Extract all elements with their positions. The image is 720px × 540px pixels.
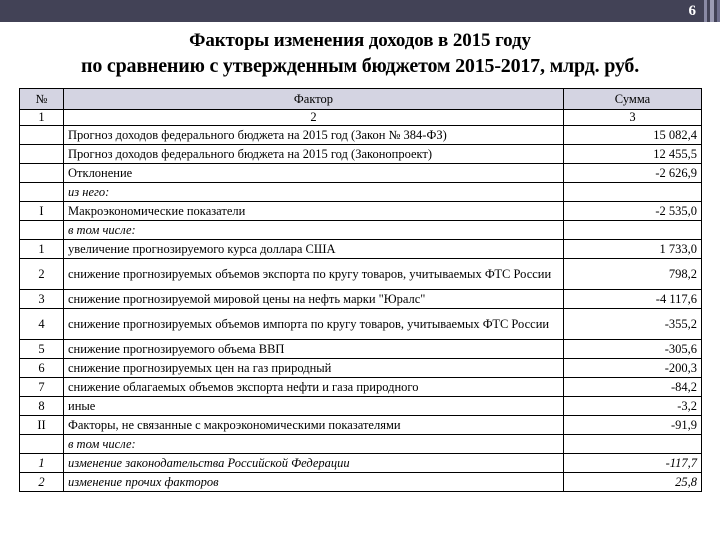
- row-factor-cell: в том числе:: [64, 435, 564, 454]
- row-sum-cell: [564, 221, 702, 240]
- table-row: [20, 126, 702, 145]
- page-title-line-2: по сравнению с утвержденным бюджетом 2015-2017, млрд. руб.: [81, 55, 639, 77]
- table-row: [20, 359, 702, 378]
- row-sum-cell: -200,3: [564, 359, 702, 378]
- table-row: [20, 259, 702, 290]
- column-header-sum: Сумма: [564, 89, 702, 110]
- row-sum-cell: 15 082,4: [564, 126, 702, 145]
- row-factor-cell: Отклонение: [64, 164, 564, 183]
- row-factor-cell: из него:: [64, 183, 564, 202]
- row-number-cell: 7: [20, 378, 64, 397]
- row-sum-cell: -3,2: [564, 397, 702, 416]
- row-number-cell: II: [20, 416, 64, 435]
- row-factor-cell: увеличение прогнозируемого курса доллара США: [64, 240, 564, 259]
- table-row: [20, 435, 702, 454]
- row-factor-cell: Прогноз доходов федерального бюджета на 2015 год (Законопроект): [64, 145, 564, 164]
- factors-table-body: [20, 89, 702, 492]
- table-row: [20, 183, 702, 202]
- table-row: [20, 309, 702, 340]
- row-number-cell: 8: [20, 397, 64, 416]
- column-header-factor: Фактор: [64, 89, 564, 110]
- row-factor-cell: изменение законодательства Российской Федерации: [64, 454, 564, 473]
- column-index-1: 1: [20, 110, 64, 126]
- page-title-line-1: Факторы изменения доходов в 2015 году: [189, 30, 531, 51]
- row-number-cell: 2: [20, 259, 64, 290]
- column-index-3: 3: [564, 110, 702, 126]
- row-number-cell: 2: [20, 473, 64, 492]
- row-number-cell: 1: [20, 454, 64, 473]
- row-sum-cell: [564, 435, 702, 454]
- row-factor-cell: Факторы, не связанные с макроэкономическими показателями: [64, 416, 564, 435]
- row-sum-cell: -91,9: [564, 416, 702, 435]
- table-row: [20, 340, 702, 359]
- row-sum-cell: -2 535,0: [564, 202, 702, 221]
- row-factor-cell: снижение прогнозируемого объема ВВП: [64, 340, 564, 359]
- row-number-cell: [20, 435, 64, 454]
- row-number-cell: [20, 183, 64, 202]
- row-number-cell: [20, 145, 64, 164]
- table-row: [20, 454, 702, 473]
- row-sum-cell: 12 455,5: [564, 145, 702, 164]
- row-number-cell: 3: [20, 290, 64, 309]
- row-sum-cell: -4 117,6: [564, 290, 702, 309]
- top-decorative-bar: [0, 0, 720, 22]
- row-factor-cell: снижение прогнозируемых цен на газ природный: [64, 359, 564, 378]
- factors-table-wrapper: [19, 88, 701, 492]
- table-row: [20, 473, 702, 492]
- page-number: 6: [688, 3, 696, 19]
- table-row: [20, 416, 702, 435]
- row-factor-cell: Макроэкономические показатели: [64, 202, 564, 221]
- table-row: [20, 202, 702, 221]
- row-factor-cell: иные: [64, 397, 564, 416]
- row-number-cell: [20, 221, 64, 240]
- page-title: [0, 28, 720, 80]
- table-header-row: [20, 89, 702, 110]
- row-sum-cell: -117,7: [564, 454, 702, 473]
- row-number-cell: I: [20, 202, 64, 221]
- row-number-cell: [20, 164, 64, 183]
- topbar-accent-stripe-2: [710, 0, 714, 22]
- table-row: [20, 164, 702, 183]
- row-sum-cell: 798,2: [564, 259, 702, 290]
- row-number-cell: 5: [20, 340, 64, 359]
- row-number-cell: [20, 126, 64, 145]
- row-number-cell: 1: [20, 240, 64, 259]
- table-row: [20, 378, 702, 397]
- table-row: [20, 221, 702, 240]
- row-factor-cell: снижение облагаемых объемов экспорта нефти и газа природного: [64, 378, 564, 397]
- table-row: [20, 145, 702, 164]
- row-sum-cell: [564, 183, 702, 202]
- table-row: [20, 397, 702, 416]
- row-sum-cell: -84,2: [564, 378, 702, 397]
- factors-table: [19, 88, 702, 492]
- column-index-2: 2: [64, 110, 564, 126]
- row-sum-cell: -355,2: [564, 309, 702, 340]
- table-row: [20, 240, 702, 259]
- row-factor-cell: изменение прочих факторов: [64, 473, 564, 492]
- row-sum-cell: 1 733,0: [564, 240, 702, 259]
- table-column-number-row: [20, 110, 702, 126]
- row-number-cell: 4: [20, 309, 64, 340]
- row-sum-cell: -2 626,9: [564, 164, 702, 183]
- row-factor-cell: снижение прогнозируемых объемов импорта по кругу товаров, учитываемых ФТС России: [64, 309, 564, 340]
- row-factor-cell: в том числе:: [64, 221, 564, 240]
- row-sum-cell: -305,6: [564, 340, 702, 359]
- topbar-accent-stripe-1: [704, 0, 707, 22]
- row-factor-cell: снижение прогнозируемой мировой цены на нефть марки "Юралс": [64, 290, 564, 309]
- row-factor-cell: снижение прогнозируемых объемов экспорта по кругу товаров, учитываемых ФТС России: [64, 259, 564, 290]
- row-sum-cell: 25,8: [564, 473, 702, 492]
- table-row: [20, 290, 702, 309]
- row-number-cell: 6: [20, 359, 64, 378]
- row-factor-cell: Прогноз доходов федерального бюджета на 2015 год (Закон № 384-ФЗ): [64, 126, 564, 145]
- column-header-number: №: [20, 89, 64, 110]
